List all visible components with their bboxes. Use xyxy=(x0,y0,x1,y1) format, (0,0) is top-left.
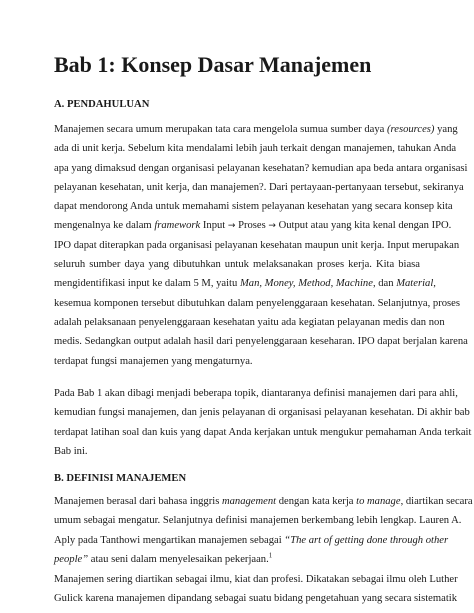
text-line: ada di unit kerja. Sebelum kita mendalami lebih jauh terkait dengan manajemen, tahukan Anda xyxy=(54,143,457,155)
text-line: kesemua komponen tersebut dibutuhkan dalam penyelenggaraan kesehatan. Selanjutnya, proses xyxy=(54,297,460,309)
footnote-marker[interactable]: 1 xyxy=(268,551,273,560)
text-line: seluruh sumber daya yang dibutuhkan untuk melaksanakan proses kerja. Kita biasa xyxy=(54,259,420,271)
paragraph-pendahuluan-2 xyxy=(54,384,472,461)
text-line: Bab ini. xyxy=(54,445,88,457)
text-line: mengenalnya ke dalam framework Input → Proses → Output atau yang kita kenal dengan IPO. xyxy=(54,220,452,232)
text-line: IPO dapat diterapkan pada organisasi pelayanan kesehatan maupun unit kerja. Input merupakan xyxy=(54,239,460,251)
text-line: mengidentifikasi input ke dalam 5 M, yaitu Man, Money, Method, Machine, dan Material, xyxy=(54,278,436,290)
right-arrow-icon: → xyxy=(268,221,276,232)
text-line: Pada Bab 1 akan dibagi menjadi beberapa topik, diantaranya definisi manajemen dari para ahli, xyxy=(54,388,458,399)
paragraph-definisi-1 xyxy=(54,492,473,569)
text-line: terdapat fungsi manajemen yang mengaturnya. xyxy=(54,355,253,367)
text-line: umum sebagai mengatur. Selanjutnya definisi manajemen berkembang lebih lengkap. Lauren A. xyxy=(54,515,462,527)
section-heading-pendahuluan: A. PENDAHULUAN xyxy=(54,99,150,110)
paragraph-pendahuluan-1 xyxy=(54,120,468,371)
text-line: dapat mendorong Anda untuk memahami sistem pelayanan kesehatan yang secara konsep kita xyxy=(54,201,453,213)
page-title: Bab 1: Konsep Dasar Manajemen xyxy=(54,52,372,77)
text-line: apa yang dimaksud dengan organisasi pelayanan kesehatan? kemudian apa beda antara organisasi xyxy=(54,162,468,174)
text-line: Aply pada Tanthowi mengartikan manajemen sebagai “The art of getting done through other xyxy=(54,534,449,546)
text-line: people” atau seni dalam menyelesaikan pekerjaan.$^1$ xyxy=(54,551,273,565)
text-line: Manajemen secara umum merupakan tata cara mengelola sumua sumber daya (resources) yang xyxy=(54,124,458,135)
text-line: terdapat latihan soal dan kuis yang dapat Anda kerjakan untuk mengukur pemahaman Anda terkait xyxy=(54,426,472,438)
text-line: kemudian fungsi manajemen, dan jenis pelayanan di organisasi pelayanan kesehatan. Di akhir bab xyxy=(54,407,470,419)
text-line: Manajemen berasal dari bahasa inggris management dengan kata kerja to manage, diartikan secara xyxy=(54,496,473,507)
text-line: adalah pelaksanaan penyelenggaraan kesehatan yaitu ada kegiatan pelayanan medis dan non xyxy=(54,316,445,328)
text-line: Gulick karena manajemen dipandang sebagai suatu bidang pengetahuan yang secara sistematik xyxy=(54,593,458,605)
text-line: medis. Sedangkan output adalah hasil dari penyelenggaraan keseharan. IPO dapat berjalan karena xyxy=(54,336,468,348)
text-line: pelayanan kesehatan, unit kerja, dan manajemen?. Dari pertayaan-pertanyaan tersebut, sekiranya xyxy=(54,181,464,193)
text-line: Manajemen sering diartikan sebagai ilmu, kiat dan profesi. Dikatakan sebagai ilmu oleh Luther xyxy=(54,574,458,585)
section-heading-definisi-manajemen: B. DEFINISI MANAJEMEN xyxy=(54,473,187,484)
paragraph-definisi-2 xyxy=(54,570,458,609)
right-arrow-icon: → xyxy=(227,221,236,232)
